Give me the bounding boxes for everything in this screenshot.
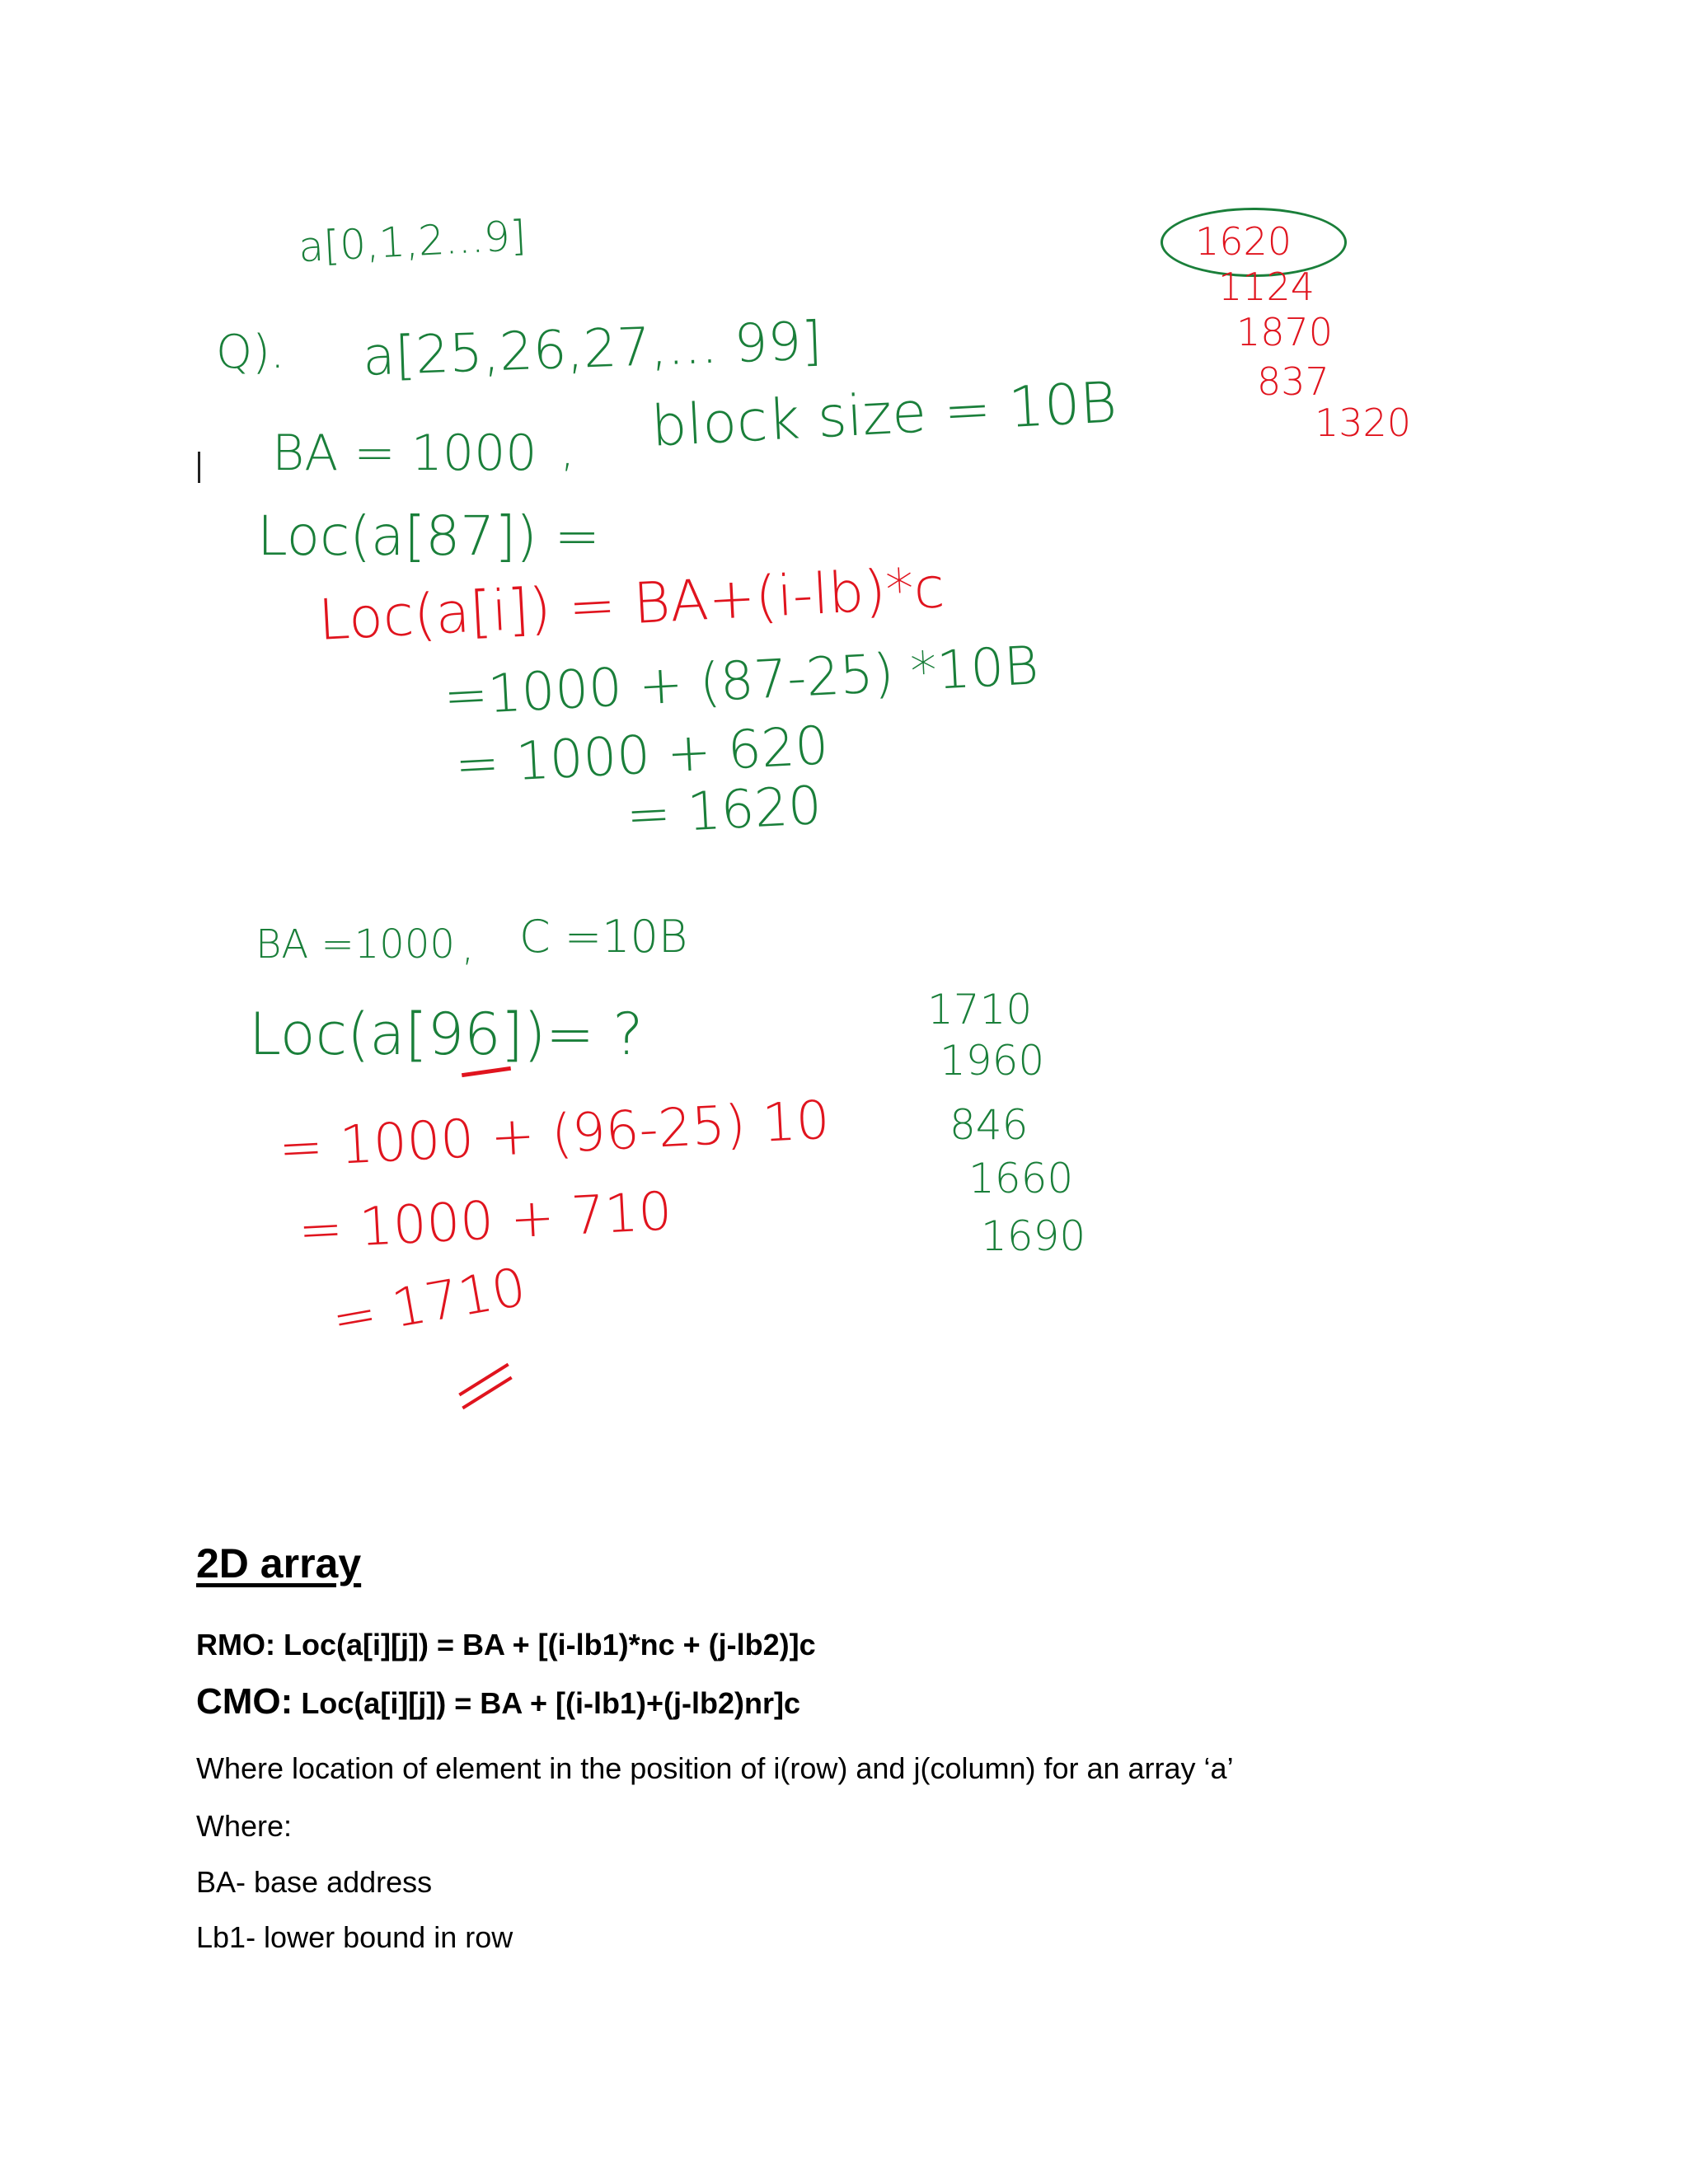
red-calc-step-1: = 1000 + (96-25) 10 xyxy=(277,1090,832,1180)
side-value: 1620 xyxy=(1195,219,1292,264)
rmo-formula: RMO: Loc(a[i][j]) = BA + [(i-lb1)*nc + (j-lb2)]c xyxy=(196,1628,816,1661)
base-address-note: BA = 1000 xyxy=(272,424,537,482)
cmo-label: CMO: xyxy=(196,1681,293,1722)
array-range-note: a[25,26,27,... 99] xyxy=(361,311,823,388)
section-heading: 2D array xyxy=(196,1540,362,1586)
block-size-note: block size = 10B xyxy=(649,370,1118,460)
array-def-note: a[0,1,2...9] xyxy=(297,211,528,272)
loc-formula: Loc(a[i]) = BA+(i-lb)*c xyxy=(316,555,947,654)
base-address-note-2: BA =1000 xyxy=(256,921,455,968)
where-label: Where: xyxy=(196,1809,293,1843)
double-underline xyxy=(458,1363,509,1396)
comma-note-2: , xyxy=(462,924,475,970)
text-cursor xyxy=(198,452,200,483)
side-value: 1690 xyxy=(981,1212,1086,1260)
cmo-formula: Loc(a[i][j]) = BA + [(i-lb1)+(j-lb2)nr]c xyxy=(293,1686,800,1720)
side-value: 1960 xyxy=(940,1037,1045,1085)
side-value: 1124 xyxy=(1218,265,1315,309)
comma-note: , xyxy=(560,424,575,476)
definition-ba: BA- base address xyxy=(196,1865,433,1899)
side-value: 1320 xyxy=(1315,401,1412,445)
double-underline xyxy=(462,1376,512,1409)
side-value: 1660 xyxy=(968,1155,1074,1202)
red-calc-result: = 1710 xyxy=(327,1256,531,1352)
question-label: Q). xyxy=(216,326,285,379)
side-value: 846 xyxy=(950,1101,1029,1149)
loc-question-2: Loc(a[96])= ? xyxy=(249,1001,644,1068)
side-value: 1870 xyxy=(1236,310,1334,354)
calc-step-2: = 1000 + 620 xyxy=(453,715,830,796)
side-value: 1710 xyxy=(927,986,1033,1033)
red-calc-step-2: = 1000 + 710 xyxy=(297,1181,673,1262)
calc-step-1: =1000 + (87-25) *10B xyxy=(442,635,1040,728)
description-line: Where location of element in the position of i(row) and j(column) for an array ‘a’ xyxy=(196,1751,1234,1785)
c-value-note: C =10B xyxy=(519,911,688,963)
definition-lb1: Lb1- lower bound in row xyxy=(196,1920,513,1954)
side-value: 837 xyxy=(1257,359,1329,404)
cmo-formula-line xyxy=(196,1681,800,1722)
calc-result-1: = 1620 xyxy=(625,775,823,847)
loc-question: Loc(a[87]) = xyxy=(257,504,600,568)
